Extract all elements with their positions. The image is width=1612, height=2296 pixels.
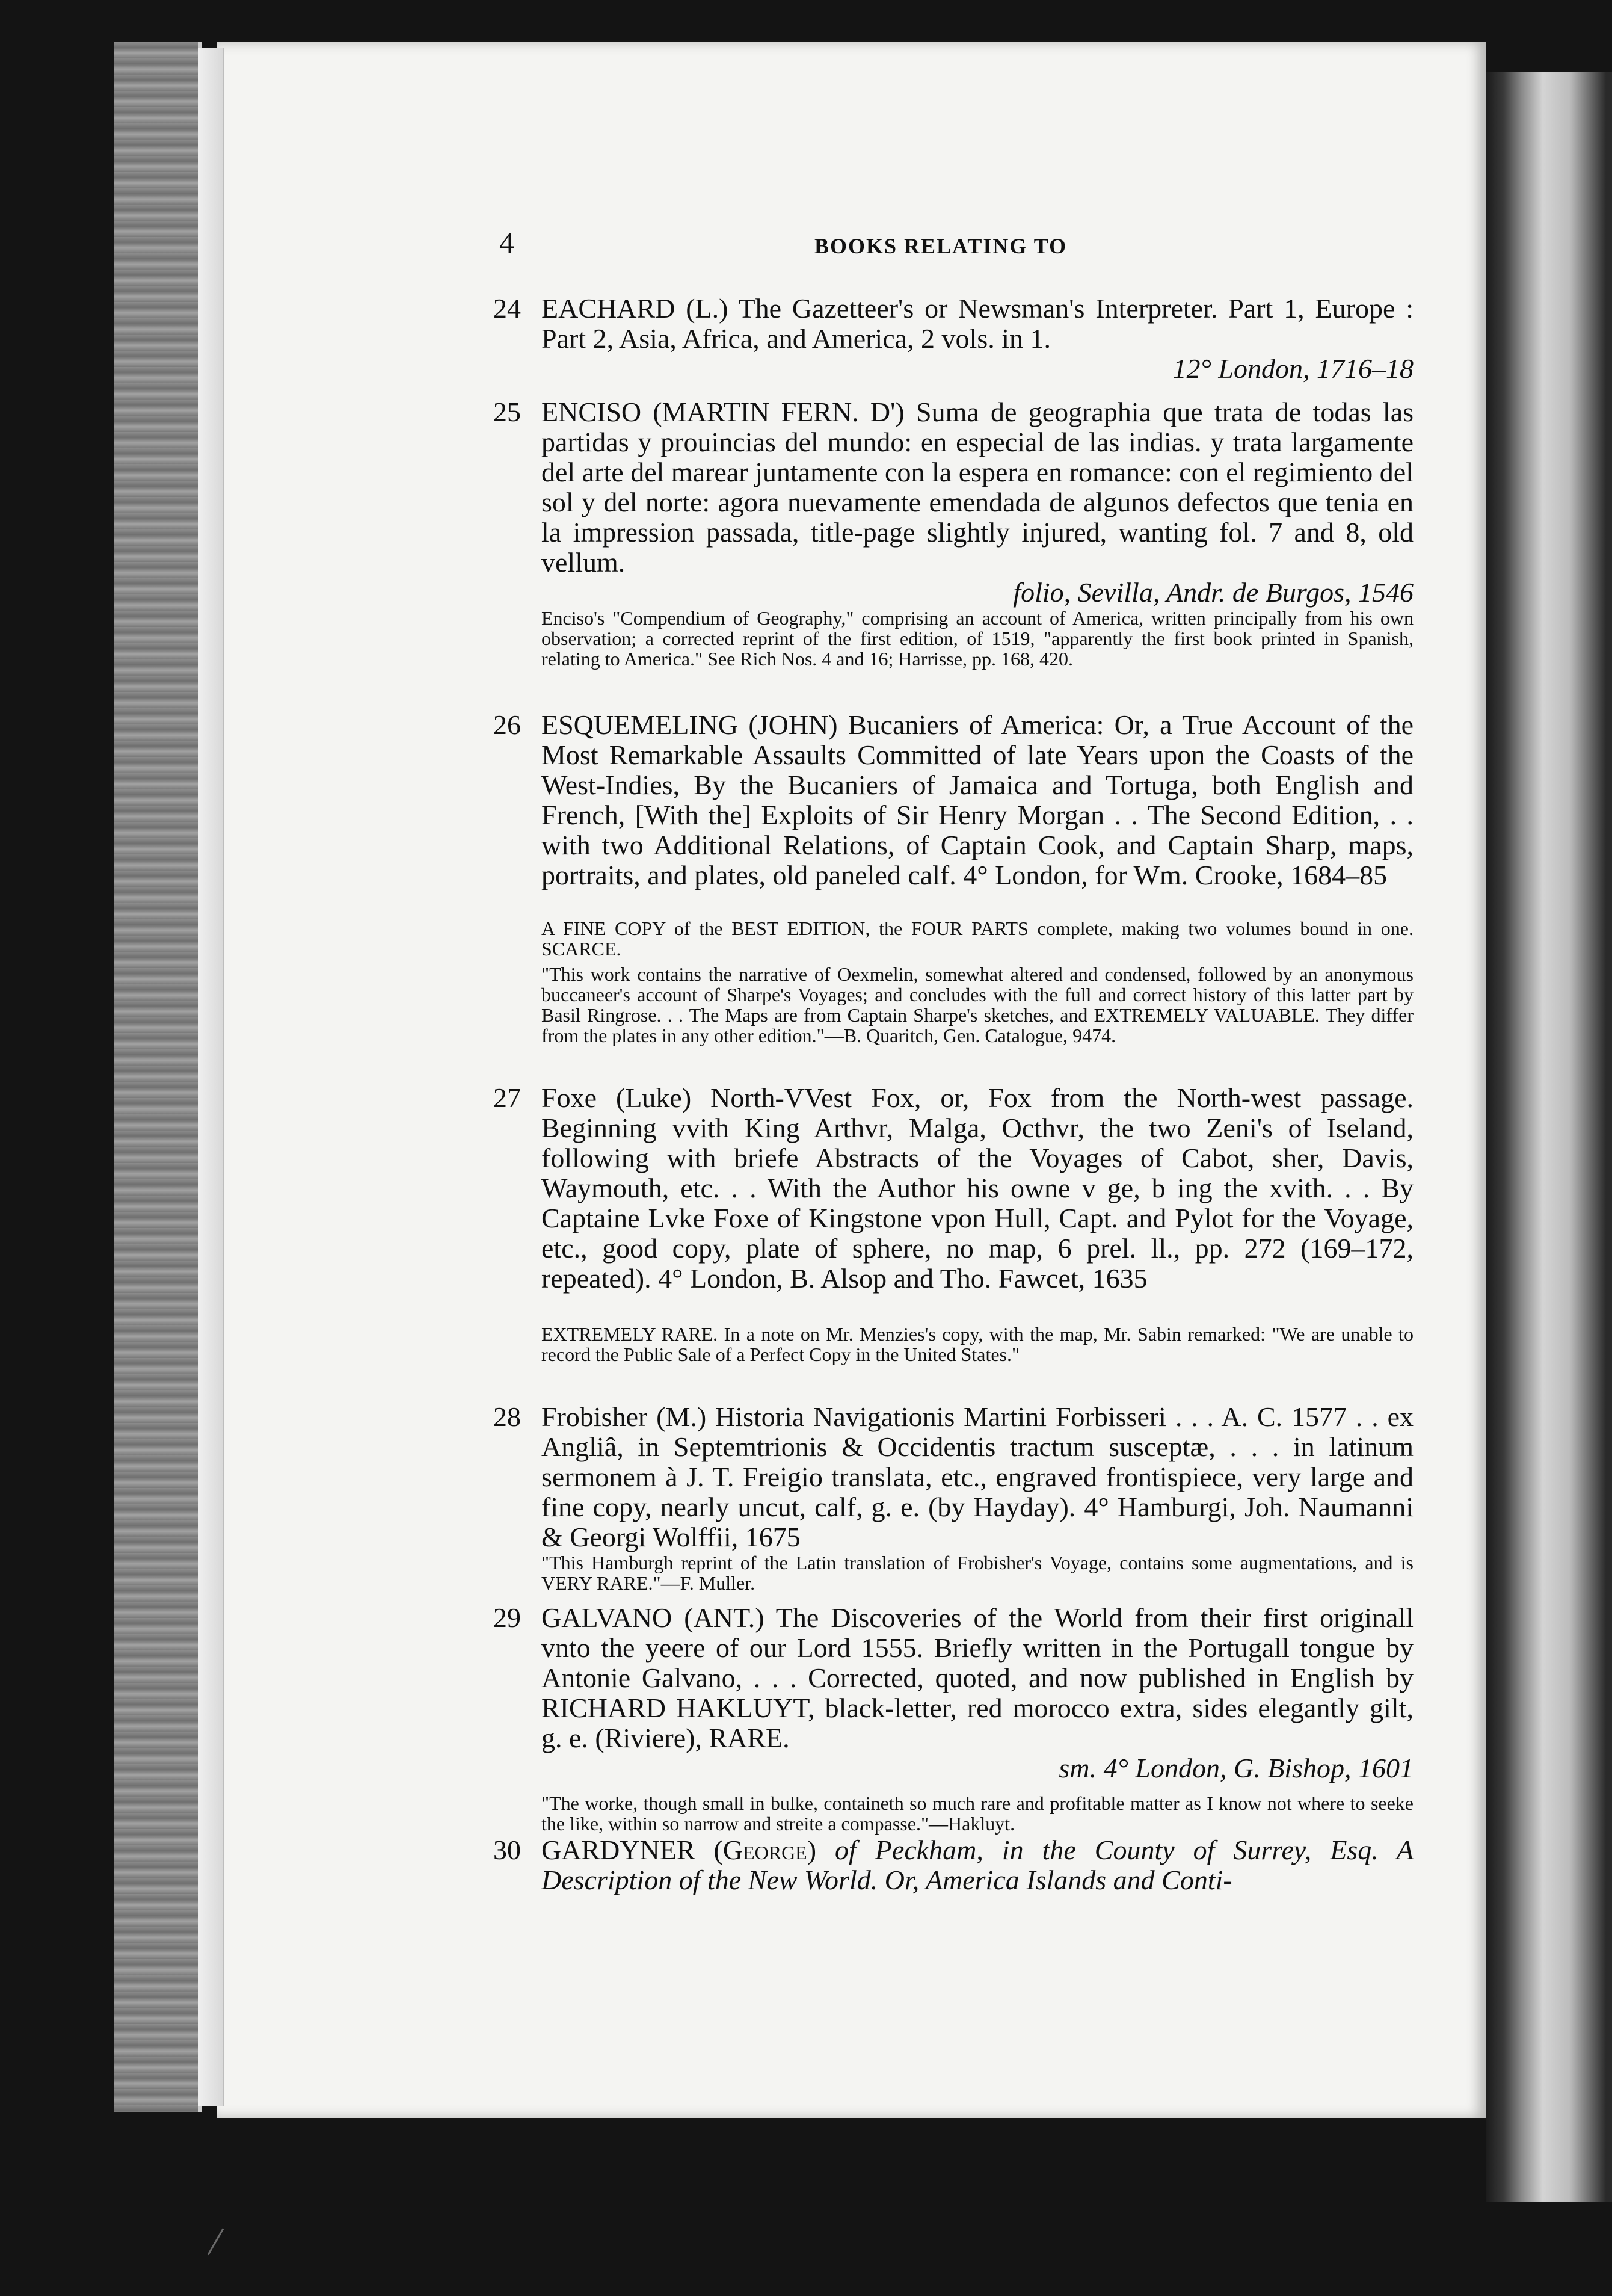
entry-text xyxy=(541,1603,1414,1783)
entry-note: "This Hamburgh reprint of the Latin translation of Frobisher's Voyage, contains some augmentations, and is VERY RARE."—F. Muller. xyxy=(541,1552,1414,1594)
entry-text xyxy=(541,1402,1414,1552)
entry-note: EXTREMELY RARE. In a note on Mr. Menzies's copy, with the map, Mr. Sabin remarked: "We are unable to record the Public Sale of a Perfect Copy in the United States." xyxy=(541,1323,1414,1365)
entry-imprint: folio, Sevilla, Andr. de Burgos, 1546 xyxy=(1013,577,1414,608)
entry-text xyxy=(541,1083,1414,1294)
entry-description: Suma de geographia que trata de todas las partidas y prouincias del mundo: en especial de las indias. y trata largamente del arte del marear juntamente con la espera en romance: con el regimiento del sol y del norte: agora nuevamente emendada de algunos defectos que tenia en la impression passada, title-page slightly injured, wanting fol. 7 and 8, old vellum. xyxy=(541,397,1414,578)
entry-heading: Frobisher (M.) xyxy=(541,1401,707,1432)
entry-number: 30 xyxy=(493,1835,521,1865)
entry-number: 24 xyxy=(493,293,521,324)
entry-note: "The worke, though small in bulke, containeth so much rare and profitable matter as I know not where to seeke the like, within so narrow and streite a compasse."—Hakluyt. xyxy=(541,1792,1414,1835)
entry-text xyxy=(541,1835,1414,1895)
entry-heading: GALVANO (ANT.) xyxy=(541,1602,764,1633)
entry-number: 26 xyxy=(493,709,521,740)
entry-note: A FINE COPY of the BEST EDITION, the FOUR PARTS complete, making two volumes bound in one. SCARCE. xyxy=(541,918,1414,960)
entry-heading: Foxe (Luke) xyxy=(541,1082,692,1113)
entry-description: North-VVest Fox, or, Fox from the North-west passage. Beginning vvith King Arthvr, Malga, Octhvr, the two Zeni's of Iseland, following with briefe Abstracts of the Voyages of Cabot, sher, Davis, Waymouth, etc. . . With the Author his owne v ge, b ing the xvith. . . By Captaine Lvke Foxe of Kingstone vpon Hull, Capt. and Pylot for the Voyage, etc., good copy, plate of sphere, no map, 6 prel. ll., pp. 272 (169–172, repeated). 4° London, B. Alsop and Tho. Fawcet, 1635 xyxy=(541,1082,1414,1294)
entry-note: Enciso's "Compendium of Geography," comprising an account of America, written principally from his own observation; a corrected reprint of the first edition, of 1519, "apparently the first book printed in Spanish, relating to America." See Rich Nos. 4 and 16; Harrisse, pp. 168, 420. xyxy=(541,607,1414,670)
facing-page-edge xyxy=(1486,72,1612,2202)
entry-note: "This work contains the narrative of Oexmelin, somewhat altered and condensed, followed by an anonymous buccaneer's account of Sharpe's Voyages; and concludes with the full and correct history of this latter part by Basil Ringrose. . . The Maps are from Captain Sharpe's sketches, and EXTREMELY VALUABLE. They differ from the plates in any other edition."—B. Quaritch, Gen. Catalogue, 9474. xyxy=(541,963,1414,1046)
entry-number: 25 xyxy=(493,397,521,427)
entry-number: 27 xyxy=(493,1082,521,1113)
entry-number: 28 xyxy=(493,1401,521,1432)
entry-description: The Discoveries of the World from their first originall vnto the yeere of our Lord 1555. Briefly written in the Portugall tongue by Antonie Galvano, . . . Corrected, quoted, and now published in English by RICHARD HAKLUYT, black-letter, red morocco extra, sides elegantly gilt, g. e. (Riviere), RARE. xyxy=(541,1602,1414,1753)
entry-description: Bucaniers of America: Or, a True Account of the Most Remarkable Assaults Committed of late Years upon the Coasts of the West-Indies, By the Bucaniers of Jamaica and Tortuga, both English and French, [With the] Exploits of Sir Henry Morgan . . The Second Edition, . . with two Additional Relations, of Captain Cook, and Captain Sharp, maps, portraits, and plates, old paneled calf. 4° London, for Wm. Crooke, 1684–85 xyxy=(541,709,1414,890)
entry-description: of Peckham, in the County of Surrey, Esq. A Description of the New World. Or, America Islands and Conti- xyxy=(541,1835,1414,1895)
entry-description: Historia Navigationis Martini Forbisseri . . . A. C. 1577 . . ex Angliâ, in Septemtrionis & Occidentis tractum susceptæ, . . . in latinum sermonem à J. T. Freigio translata, etc., engraved frontispiece, very large and fine copy, nearly uncut, calf, g. e. (by Hayday). 4° Hamburgi, Joh. Naumanni & Georgi Wolffii, 1675 xyxy=(541,1401,1414,1552)
running-head: BOOKS RELATING TO xyxy=(814,234,1068,258)
entry-imprint: sm. 4° London, G. Bishop, 1601 xyxy=(1059,1753,1414,1783)
scan-mark xyxy=(208,2229,239,2264)
entry-number: 29 xyxy=(493,1602,521,1633)
entry-text xyxy=(541,710,1414,890)
entry-heading: ESQUEMELING (JOHN) xyxy=(541,709,838,740)
entry-imprint: 12° London, 1716–18 xyxy=(1172,353,1414,384)
entry-description: The Gazetteer's or Newsman's Interpreter. Part 1, Europe : Part 2, Asia, Africa, and America, 2 vols. in 1. xyxy=(541,293,1414,354)
entry-text xyxy=(541,294,1414,384)
page-left-edge xyxy=(198,48,224,2106)
entry-heading: GARDYNER (George) xyxy=(541,1835,817,1865)
binding-spine xyxy=(114,42,202,2112)
page-number: 4 xyxy=(499,226,514,259)
entry-heading: ENCISO (MARTIN FERN. D') xyxy=(541,397,905,427)
entry-heading: EACHARD (L.) xyxy=(541,293,728,324)
entry-text xyxy=(541,397,1414,608)
